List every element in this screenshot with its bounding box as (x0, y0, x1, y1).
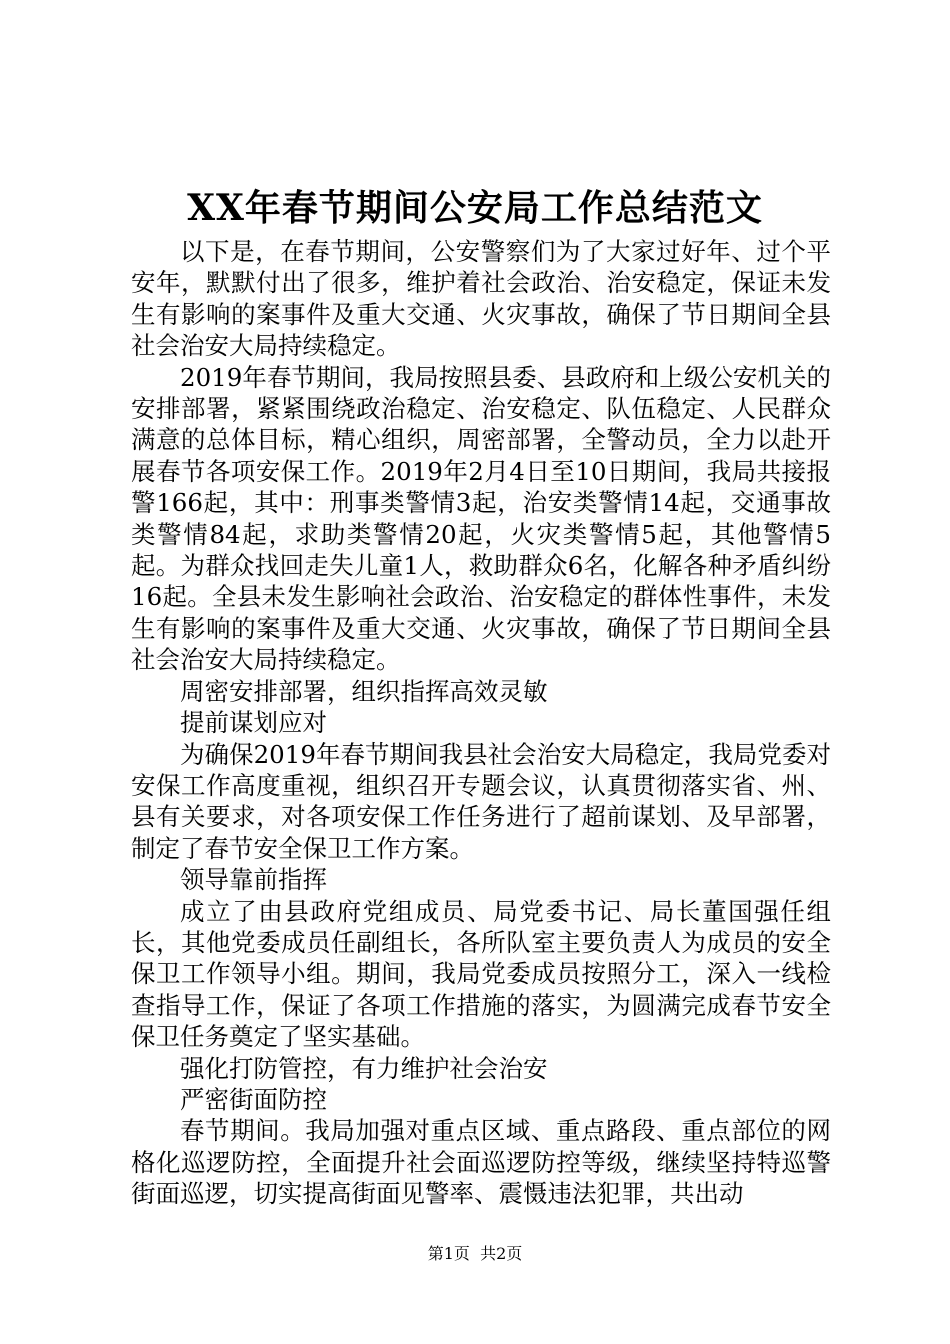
page-footer: 第1页 共2页 (427, 1244, 523, 1263)
section-heading-prevention: 强化打防管控，有力维护社会治安 (180, 1053, 548, 1083)
document-body (131, 236, 831, 1210)
document-title: XX年春节期间公安局工作总结范文 (187, 187, 763, 229)
paragraph-planning: 为确保2019年春节期间我县社会治安大局稳定，我局党委对安保工作高度重视，组织召开专题会议，认真贯彻落实省、州、县有关要求，对各项安保工作任务进行了超前谋划、及早部署，制定了春节安全保卫工作方案。 (131, 739, 831, 863)
paragraph-leadership: 成立了由县政府党组成员、局党委书记、局长董国强任组长，其他党委成员任副组长，各所队室主要负责人为成员的安全保卫工作领导小组。期间，我局党委成员按照分工，深入一线检查指导工作，保证了各项工作措施的落实，为圆满完成春节安全保卫任务奠定了坚实基础。 (131, 896, 831, 1052)
subheading-planning: 提前谋划应对 (180, 708, 327, 738)
section-heading-deployment: 周密安排部署，组织指挥高效灵敏 (180, 676, 548, 706)
subheading-leadership: 领导靠前指挥 (180, 865, 327, 895)
paragraph-street-patrol: 春节期间。我局加强对重点区域、重点路段、重点部位的网格化巡逻防控，全面提升社会面巡逻防控等级，继续坚持特巡警街面巡逻，切实提高街面见警率、震慑违法犯罪，共出动 (131, 1116, 831, 1209)
subheading-street-patrol: 严密街面防控 (180, 1084, 327, 1114)
paragraph-summary: 2019年春节期间，我局按照县委、县政府和上级公安机关的安排部署，紧紧围绕政治稳定、治安稳定、队伍稳定、人民群众满意的总体目标，精心组织，周密部署，全警动员，全力以赴开展春节各项安保工作。2019年2月4日至10日期间，我局共接报警166起，其中：刑事类警情3起，治安类警情14起，交通事故类警情84起，求助类警情20起，火灾类警情5起，其他警情5起。为群众找回走失儿童1人，救助群众6名，化解各种矛盾纠纷16起。全县未发生影响社会政治、治安稳定的群体性事件，未发生有影响的案事件及重大交通、火灾事故，确保了节日期间全县社会治安大局持续稳定。 (131, 362, 831, 675)
paragraph-intro: 以下是，在春节期间，公安警察们为了大家过好年、过个平安年，默默付出了很多，维护着社会政治、治安稳定，保证未发生有影响的案事件及重大交通、火灾事故，确保了节日期间全县社会治安大局持续稳定。 (131, 237, 831, 361)
